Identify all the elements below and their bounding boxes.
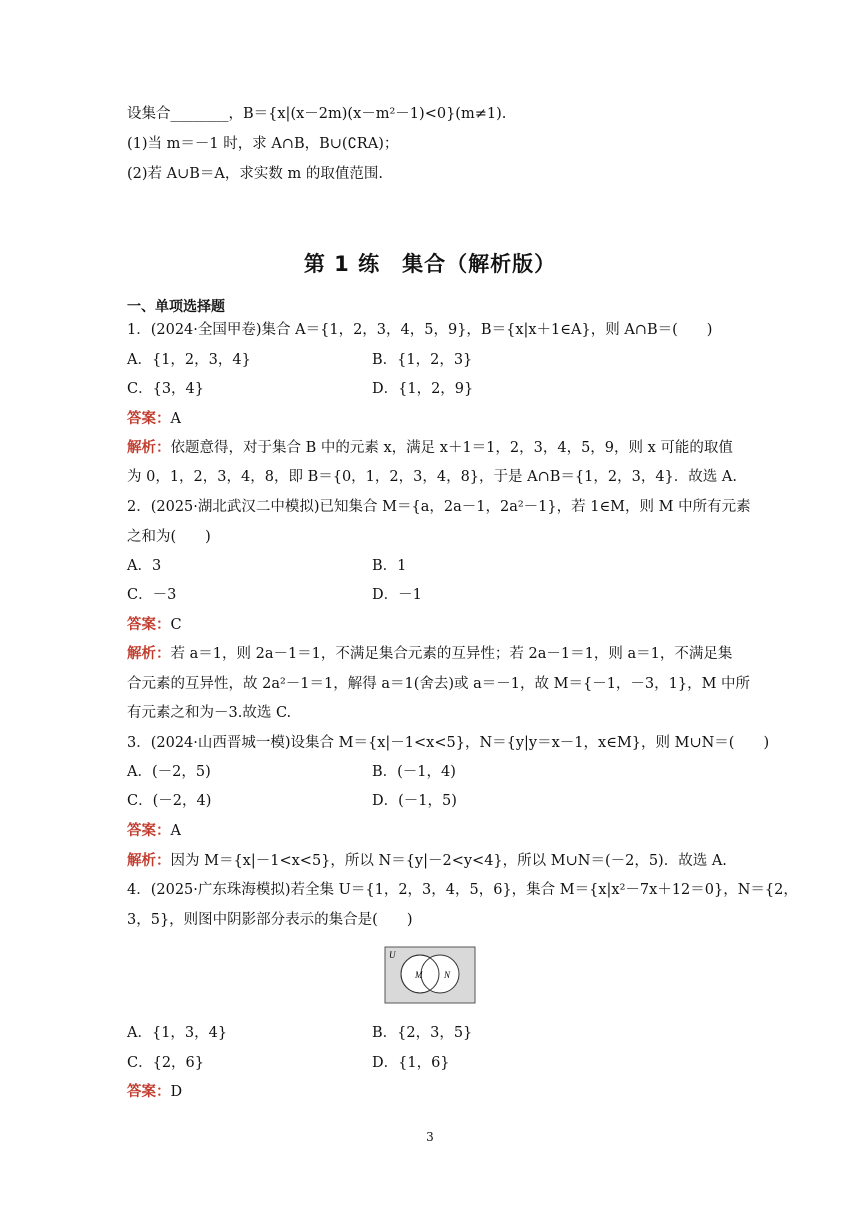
q3-analysis-1 <box>127 851 727 871</box>
intro-line-2: (1)当 m＝－1 时，求 A∩B，B∪(∁RA)； <box>127 136 399 152</box>
q2-analysis-text-1: 若 a＝1，则 2a－1＝1，不满足集合元素的互异性；若 2a－1＝1，则 a＝1，不满足集 <box>170 646 733 662</box>
q4-option-d: D．{1，6} <box>372 1055 450 1071</box>
q2-answer <box>127 615 182 635</box>
q4-option-b: B．{2，3，5} <box>372 1025 473 1041</box>
analysis-label: 解析： <box>127 853 171 869</box>
q3-option-a: A．(－2，5) <box>127 764 211 780</box>
q1-option-d: D．{1，2，9} <box>372 381 474 397</box>
q2-stem-2: 之和为( ) <box>127 529 211 545</box>
q3-answer <box>127 821 181 841</box>
page-title: 第 1 练 集合（解析版） <box>303 252 557 276</box>
intro-line-1: 设集合________，B＝{x|(x－2m)(x－m²－1)<0}(m≠1). <box>127 106 507 122</box>
q3-option-b: B．(－1，4) <box>372 764 456 780</box>
q2-option-b: B．1 <box>372 558 407 574</box>
answer-label: 答案： <box>127 823 171 839</box>
q4-answer-value: D <box>170 1084 183 1100</box>
page-number: 3 <box>426 1130 434 1144</box>
q1-analysis-text-1: 依题意得，对于集合 B 中的元素 x，满足 x＋1＝1，2，3，4，5，9，则 x 可能的取值 <box>170 440 733 456</box>
q3-option-c: C．(－2，4) <box>127 793 212 809</box>
q1-answer <box>127 409 181 429</box>
intro-line-3: (2)若 A∪B＝A，求实数 m 的取值范围. <box>127 166 383 182</box>
q3-analysis-text-1: 因为 M＝{x|－1<x<5}，所以 N＝{y|－2<y<4}，所以 M∪N＝(－2，5)．故选 A. <box>170 853 727 869</box>
q1-stem: 1．(2024·全国甲卷)集合 A＝{1，2，3，4，5，9}，B＝{x|x＋1∈A}，则 A∩B＝( ) <box>127 322 713 338</box>
q3-answer-value: A <box>170 823 181 839</box>
q1-analysis-1 <box>127 438 733 458</box>
venn-label-n: N <box>444 970 451 980</box>
q2-analysis-2: 合元素的互异性，故 2a²－1＝1，解得 a＝1(舍去)或 a＝－1，故 M＝{－1，－3，1}，M 中所 <box>127 676 751 692</box>
q2-answer-value: C <box>170 617 182 633</box>
q2-option-d: D．－1 <box>372 587 422 603</box>
q4-option-a: A．{1，3，4} <box>127 1025 228 1041</box>
answer-label: 答案： <box>127 1084 171 1100</box>
q2-option-c: C．－3 <box>127 587 177 603</box>
q1-option-a: A．{1，2，3，4} <box>127 352 251 368</box>
venn-label-u: U <box>389 950 396 960</box>
analysis-label: 解析： <box>127 440 171 456</box>
q3-stem: 3．(2024·山西晋城一模)设集合 M＝{x|－1<x<5}，N＝{y|y＝x－1，x∈M}，则 M∪N＝( ) <box>127 735 770 751</box>
q4-stem-2: 3，5}，则图中阴影部分表示的集合是( ) <box>127 912 413 928</box>
q4-option-c: C．{2，6} <box>127 1055 204 1071</box>
q2-analysis-3: 有元素之和为－3.故选 C. <box>127 705 292 721</box>
section-heading: 一、单项选择题 <box>127 299 225 315</box>
venn-diagram <box>384 946 476 1004</box>
q1-analysis-2: 为 0，1，2，3，4，8，即 B＝{0，1，2，3，4，8}，于是 A∩B＝{1，2，3，4}．故选 A. <box>127 469 737 485</box>
q4-stem-1: 4．(2025·广东珠海模拟)若全集 U＝{1，2，3，4，5，6}，集合 M＝{x|x²－7x＋12＝0}，N＝{2， <box>127 882 798 898</box>
venn-circle-n <box>421 955 459 993</box>
q4-answer <box>127 1082 182 1102</box>
answer-label: 答案： <box>127 411 171 427</box>
q2-analysis-1 <box>127 644 732 664</box>
q1-option-c: C．{3，4} <box>127 381 204 397</box>
q2-option-a: A．3 <box>127 558 162 574</box>
analysis-label: 解析： <box>127 646 171 662</box>
q3-option-d: D．(－1，5) <box>372 793 457 809</box>
q1-option-b: B．{1，2，3} <box>372 352 473 368</box>
q1-answer-value: A <box>170 411 181 427</box>
venn-label-m: M <box>415 970 423 980</box>
q2-stem-1: 2．(2025·湖北武汉二中模拟)已知集合 M＝{a，2a－1，2a²－1}，若 1∈M，则 M 中所有元素 <box>127 499 751 515</box>
answer-label: 答案： <box>127 617 171 633</box>
